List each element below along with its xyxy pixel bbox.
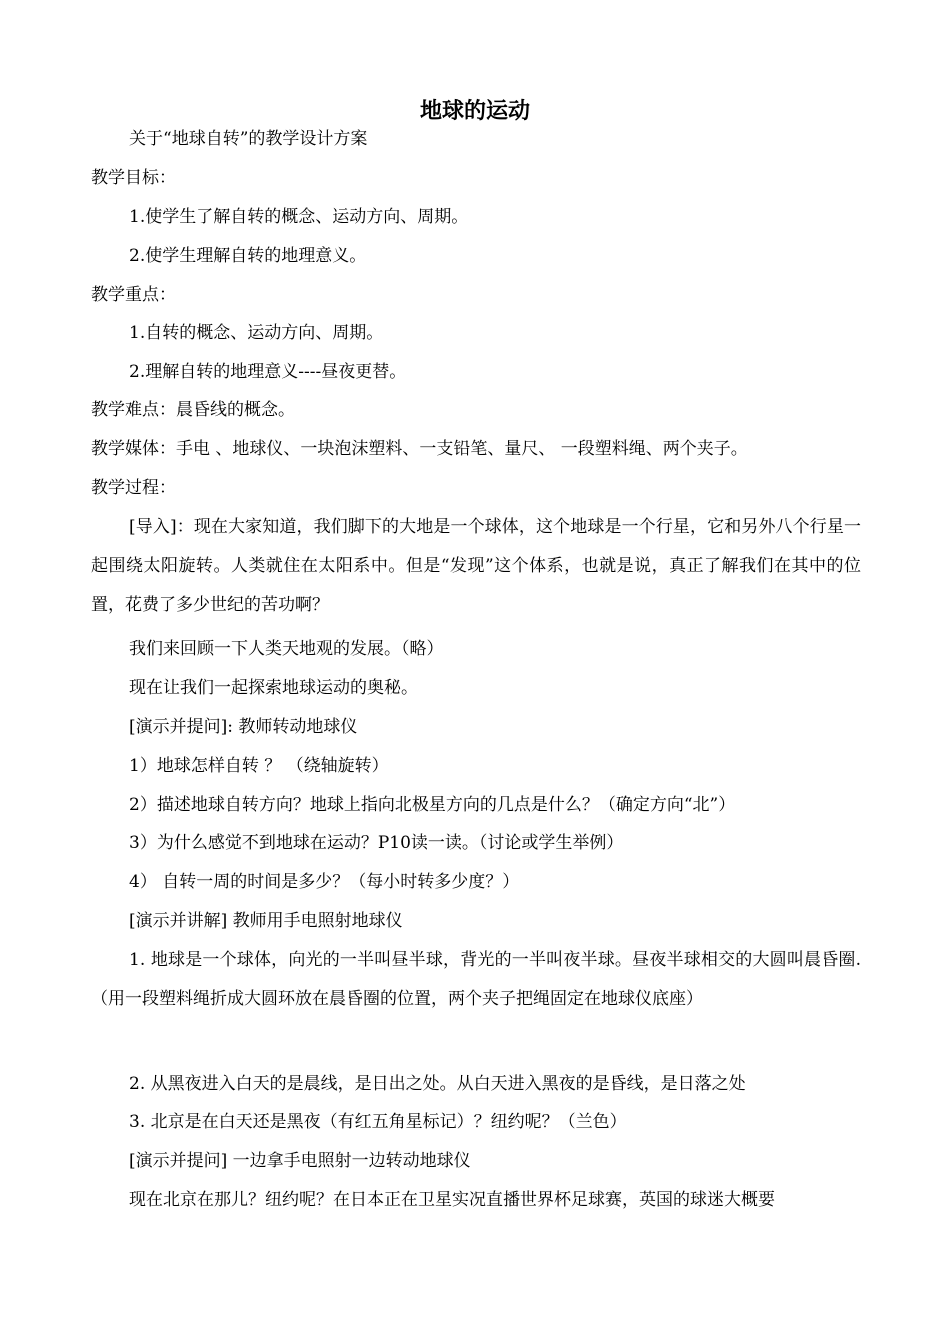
media-line: 教学媒体：手电 、地球仪、一块泡沫塑料、一支铅笔、量尺、 一段塑料绳、两个夹子。: [91, 439, 748, 459]
goal-item: 2.使学生理解自转的地理意义。: [129, 246, 367, 266]
process-heading: 教学过程：: [91, 478, 176, 498]
explain-paragraph: 1. 地球是一个球体，向光的一半叫昼半球，背光的一半叫夜半球。昼夜半球相交的大圆叫晨昏圈.（用一段塑料绳折成大圆环放在晨昏圈的位置，两个夹子把绳固定在地球仪底座）: [91, 950, 861, 1009]
document-subtitle: 关于“地球自转”的教学设计方案: [129, 129, 368, 149]
demo-explain-heading: [演示并讲解] 教师用手电照射地球仪: [129, 911, 403, 931]
question-item: 3）为什么感觉不到地球在运动？P10读一读。（讨论或学生举例）: [129, 833, 624, 853]
key-point-item: 2.理解自转的地理意义----昼夜更替。: [129, 362, 407, 382]
document-title: 地球的运动: [419, 99, 530, 124]
demo-ask-heading: [演示并提问]: 教师转动地球仪: [129, 717, 358, 737]
goals-heading: 教学目标：: [91, 168, 176, 188]
explain-item: 2. 从黑夜进入白天的是晨线，是日出之处。从白天进入黑夜的是昏线，是日落之处: [129, 1074, 746, 1094]
demo-ask-heading: [演示并提问] 一边拿手电照射一边转动地球仪: [129, 1151, 471, 1171]
question-item: 4） 自转一周的时间是多少？（每小时转多少度？）: [129, 872, 520, 892]
explain-item: 3. 北京是在白天还是黑夜（有红五角星标记）？纽约呢？（兰色）: [129, 1112, 627, 1132]
key-points-heading: 教学重点：: [91, 285, 176, 305]
question-item: 2）描述地球自转方向？地球上指向北极星方向的几点是什么？（确定方向“北”）: [129, 795, 736, 815]
goal-item: 1.使学生了解自转的概念、运动方向、周期。: [129, 207, 469, 227]
question-item: 1）地球怎样自转 ？ （绕轴旋转）: [129, 756, 389, 776]
intro-paragraph: [导入]：现在大家知道，我们脚下的大地是一个球体，这个地球是一个行星，它和另外八个行星一起围绕太阳旋转。人类就住在太阳系中。但是“发现”这个体系，也就是说，真正了解我们在其中的位置，花费了多少世纪的苦功啊？: [91, 517, 861, 615]
key-point-item: 1.自转的概念、运动方向、周期。: [129, 323, 384, 343]
closing-line: 现在北京在那儿？纽约呢？在日本正在卫星实况直播世界杯足球赛，英国的球迷大概要: [129, 1190, 775, 1210]
review-line: 我们来回顾一下人类天地观的发展。（略）: [129, 639, 444, 659]
difficulty-line: 教学难点：晨昏线的概念。: [91, 400, 295, 420]
explore-line: 现在让我们一起探索地球运动的奥秘。: [129, 678, 418, 698]
